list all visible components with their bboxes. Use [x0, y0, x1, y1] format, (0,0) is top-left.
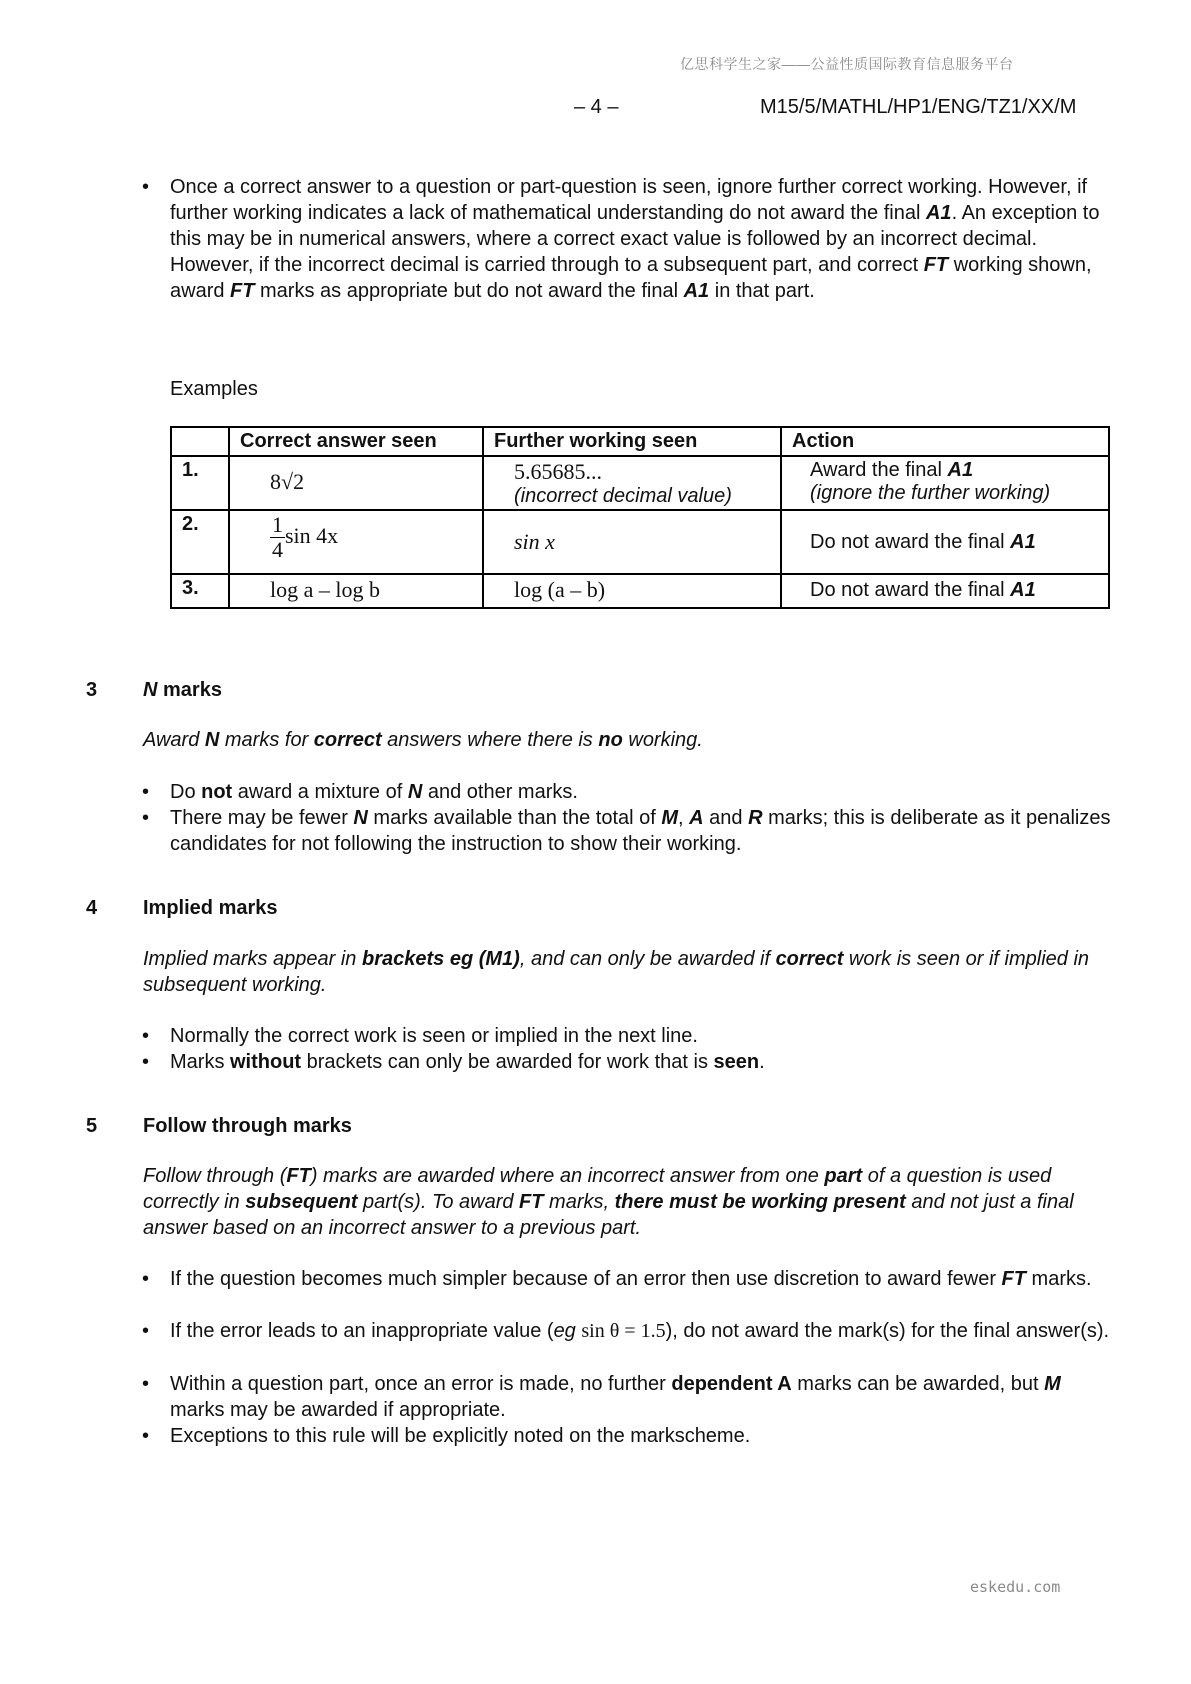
table-header: Further working seen — [483, 427, 781, 456]
bullet-dot: • — [142, 176, 150, 198]
section-description: Implied marks appear in brackets eg (M1), and can only be awarded if correct work is seen or if implied in subsequent working. — [143, 948, 1090, 996]
table-header: Correct answer seen — [229, 427, 483, 456]
section-description: Follow through (FT) marks are awarded where an incorrect answer from one part of a question is used correctly in subsequent part(s). To award FT marks, there must be working present and not just a final answer based on an incorrect answer to a previous part. — [143, 1165, 1074, 1239]
list-item: • Marks without brackets can only be awarded for work that is seen. — [142, 1051, 765, 1073]
list-item: • If the error leads to an inappropriate value (eg sin θ = 1.5), do not award the mark(s) for the final answer(s). — [142, 1320, 1110, 1342]
further-working-cell: log (a – b) — [483, 574, 781, 608]
examples-table — [170, 426, 1110, 609]
page-number: – 4 – — [574, 96, 619, 118]
section-number: 5 — [86, 1115, 98, 1137]
table-header: Action — [781, 427, 1109, 456]
list-item: • Exceptions to this rule will be explicitly noted on the markscheme. — [142, 1425, 751, 1447]
watermark-top: 亿思科学生之家——公益性质国际教育信息服务平台 — [680, 56, 1014, 72]
list-item: • There may be fewer N marks available than the total of M, A and R marks; this is deliberate as it penalizes candidates for not following the instruction to show their working. — [142, 807, 1111, 855]
correct-answer-cell: $\frac{1}{4}$ sin 4x — [229, 510, 483, 574]
action-cell: Do not award the final A1 — [781, 574, 1109, 608]
fraction: $\frac{1}{4}$ — [272, 512, 283, 562]
bullet-dot: • — [142, 807, 150, 829]
bullet-dot: • — [142, 1425, 150, 1447]
table-header-row — [171, 427, 1109, 456]
bullet-dot: • — [142, 1051, 150, 1073]
correct-answer-cell: 8√2 — [229, 456, 483, 510]
intro-bullet: • Once a correct answer to a question or part-question is seen, ignore further correct working. However, if further working indicates a lack of mathematical understanding do not award the final A1. An exception to this may be in numerical answers, where a correct exact value is followed by an incorrect decimal. However, if the incorrect decimal is carried through to a subsequent part, and correct FT working shown, award FT marks as appropriate but do not award the final A1 in that part. — [142, 176, 1100, 302]
bullet-dot: • — [142, 1373, 150, 1395]
table-header-blank — [171, 427, 229, 456]
action-cell: Award the final A1 (ignore the further working) — [781, 456, 1109, 510]
list-item: • Do not award a mixture of N and other marks. — [142, 781, 578, 803]
bullet-dot: • — [142, 1268, 150, 1290]
bullet-dot: • — [142, 1320, 150, 1342]
correct-answer-cell: log a – log b — [229, 574, 483, 608]
table-row — [171, 510, 1109, 574]
row-number: 1. — [171, 456, 229, 510]
action-cell: Do not award the final A1 — [781, 510, 1109, 574]
watermark-bottom: eskedu.com — [970, 1578, 1061, 1596]
table-row — [171, 456, 1109, 510]
examples-label: Examples — [170, 378, 258, 400]
section-title: Follow through marks — [143, 1115, 352, 1137]
list-item: • Normally the correct work is seen or implied in the next line. — [142, 1025, 698, 1047]
bullet-dot: • — [142, 781, 150, 803]
bullet-dot: • — [142, 1025, 150, 1047]
section-number: 3 — [86, 679, 98, 701]
section-title: N marks — [143, 679, 222, 701]
row-number: 2. — [171, 510, 229, 574]
list-item: • Within a question part, once an error is made, no further dependent A marks can be awarded, but M marks may be awarded if appropriate. — [142, 1373, 1061, 1421]
row-number: 3. — [171, 574, 229, 608]
section-title: Implied marks — [143, 897, 278, 919]
list-item: • If the question becomes much simpler because of an error then use discretion to award fewer FT marks. — [142, 1268, 1092, 1290]
section-description: Award N marks for correct answers where there is no working. — [143, 729, 703, 751]
further-working-cell: sin x — [483, 510, 781, 574]
section-number: 4 — [86, 897, 98, 919]
document-code: M15/5/MATHL/HP1/ENG/TZ1/XX/M — [760, 96, 1077, 118]
further-working-cell: 5.65685... (incorrect decimal value) — [483, 456, 781, 510]
table-row — [171, 574, 1109, 608]
